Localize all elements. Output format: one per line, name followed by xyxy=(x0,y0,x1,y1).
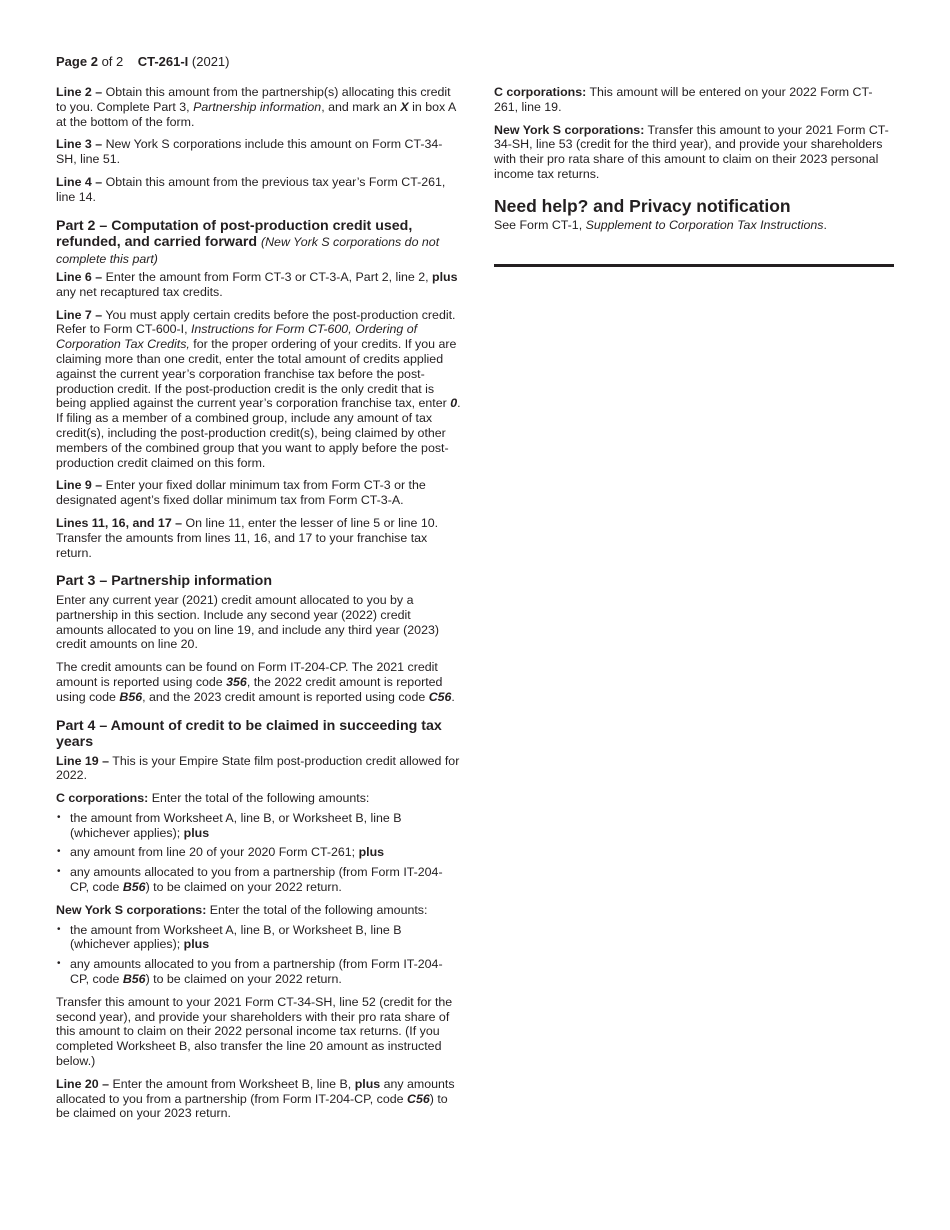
end-rule xyxy=(494,264,894,267)
form-id: CT-261-I xyxy=(137,54,189,69)
part2-note: (New York S corporations do not complete this part) xyxy=(56,235,440,266)
page-number: 2 xyxy=(90,54,98,69)
part4-heading: Part 4 – Amount of credit to be claimed in succeeding tax years xyxy=(56,717,442,750)
part3-paragraph-1: Enter any current year (2021) credit amount allocated to you by a partnership in this section. Include any second year (2022) credit amounts allocated to you on line 19, and include any third year (2023) credit amounts on line 20. xyxy=(56,592,439,652)
c-corporations-intro: C corporations: Enter the total of the following amounts: xyxy=(56,791,370,806)
transfer-paragraph: Transfer this amount to your 2021 Form CT-34-SH, line 52 (credit for the second year), and provide your shareholders with their pro rata share of this amount to claim on their 2022 personal income tax returns. (If you completed Worksheet B, also transfer the line 20 amount as instructed below.) xyxy=(56,994,453,1069)
lines11-16-17-instructions: Lines 11, 16, and 17 – On line 11, enter the lesser of line 5 or line 10. Transfer the amounts from lines 11, 16, and 17 to your franchise tax return. xyxy=(56,516,439,560)
ny-s-corporations-list xyxy=(56,923,461,987)
list-item: • any amounts allocated to you from a partnership (from Form IT-204-CP, code B56) to be claimed on your 2022 return. xyxy=(56,957,461,987)
list-item: • any amounts allocated to you from a partnership (from Form IT-204-CP, code B56) to be claimed on your 2022 return. xyxy=(56,865,461,895)
line9-instructions: Line 9 – Enter your fixed dollar minimum tax from Form CT-3 or the designated agent’s fixed dollar minimum tax from Form CT-3-A. xyxy=(56,478,426,508)
c-corporations-list xyxy=(56,811,461,895)
page-total: of 2 xyxy=(101,54,124,69)
ny-s-corporations-intro: New York S corporations: Enter the total of the following amounts: xyxy=(56,902,428,917)
right-column xyxy=(494,85,894,267)
line20-instructions: Line 20 – Enter the amount from Worksheet B, line B, plus any amounts allocated to you from a partnership (from Form IT-204-CP, code C56) to be claimed on your 2023 return. xyxy=(56,1076,455,1121)
line7-instructions: Line 7 – You must apply certain credits before the post-production credit. Refer to Form CT-600-I, Instructions for Form CT-600, Ordering of Corporation Tax Credits, for the proper ordering of your credits. If you are claiming more than one credit, enter the total amount of credits applied against the current year’s corporation franchise tax before the post-production credit. If the post-production credit is the only credit that is being applied against the current year’s corporation franchise tax, enter 0. If filing as a member of a combined group, include any amount of tax credit(s), including the post-production credit(s), being claimed by other members of the combined group that you want to apply before the post-production credit claimed on this form. xyxy=(56,307,461,470)
c-corporations-line20: C corporations: This amount will be entered on your 2022 Form CT-261, line 19. xyxy=(494,85,873,114)
part3-paragraph-2: The credit amounts can be found on Form IT-204-CP. The 2021 credit amount is reported using code 356, the 2022 credit amount is reported using code B56, and the 2023 credit amount is reported using code C56. xyxy=(56,660,455,704)
form-year: (2021) xyxy=(191,54,230,69)
left-column xyxy=(56,85,461,1129)
list-item: • the amount from Worksheet A, line B, or Worksheet B, line B (whichever applies); plus xyxy=(56,923,461,953)
page-header xyxy=(56,54,229,69)
part3-heading: Part 3 – Partnership information xyxy=(56,573,273,590)
page-word: Page xyxy=(56,54,88,69)
line6-instructions: Line 6 – Enter the amount from Form CT-3 or CT-3-A, Part 2, line 2, plus any net recaptured tax credits. xyxy=(56,270,458,299)
list-item: • any amount from line 20 of your 2020 Form CT-261; plus xyxy=(56,845,461,860)
part2-heading: Part 2 – Computation of post-production credit used, refunded, and carried forward (New York S corporations do not complete this part) xyxy=(56,217,440,266)
ny-s-corporations-line20: New York S corporations: Transfer this amount to your 2021 Form CT-34-SH, line 53 (credit for the third year), and provide your shareholders with their pro rata share of this amount to claim on their 2023 personal income tax returns. xyxy=(494,122,889,181)
line19-instructions: Line 19 – This is your Empire State film post-production credit allowed for 2022. xyxy=(56,753,460,783)
line4-instructions: Line 4 – Obtain this amount from the previous tax year’s Form CT-261, line 14. xyxy=(56,174,446,204)
list-item: • the amount from Worksheet A, line B, or Worksheet B, line B (whichever applies); plus xyxy=(56,811,461,841)
line3-instructions: Line 3 – New York S corporations include this amount on Form CT-34-SH, line 51. xyxy=(56,137,443,167)
line2-instructions: Line 2 – Obtain this amount from the partnership(s) allocating this credit to you. Complete Part 3, Partnership information, and mark an X in box A at the bottom of the form. xyxy=(56,85,456,129)
help-heading: Need help? and Privacy notification xyxy=(494,195,791,216)
help-text: See Form CT-1, Supplement to Corporation Tax Instructions. xyxy=(494,217,827,232)
